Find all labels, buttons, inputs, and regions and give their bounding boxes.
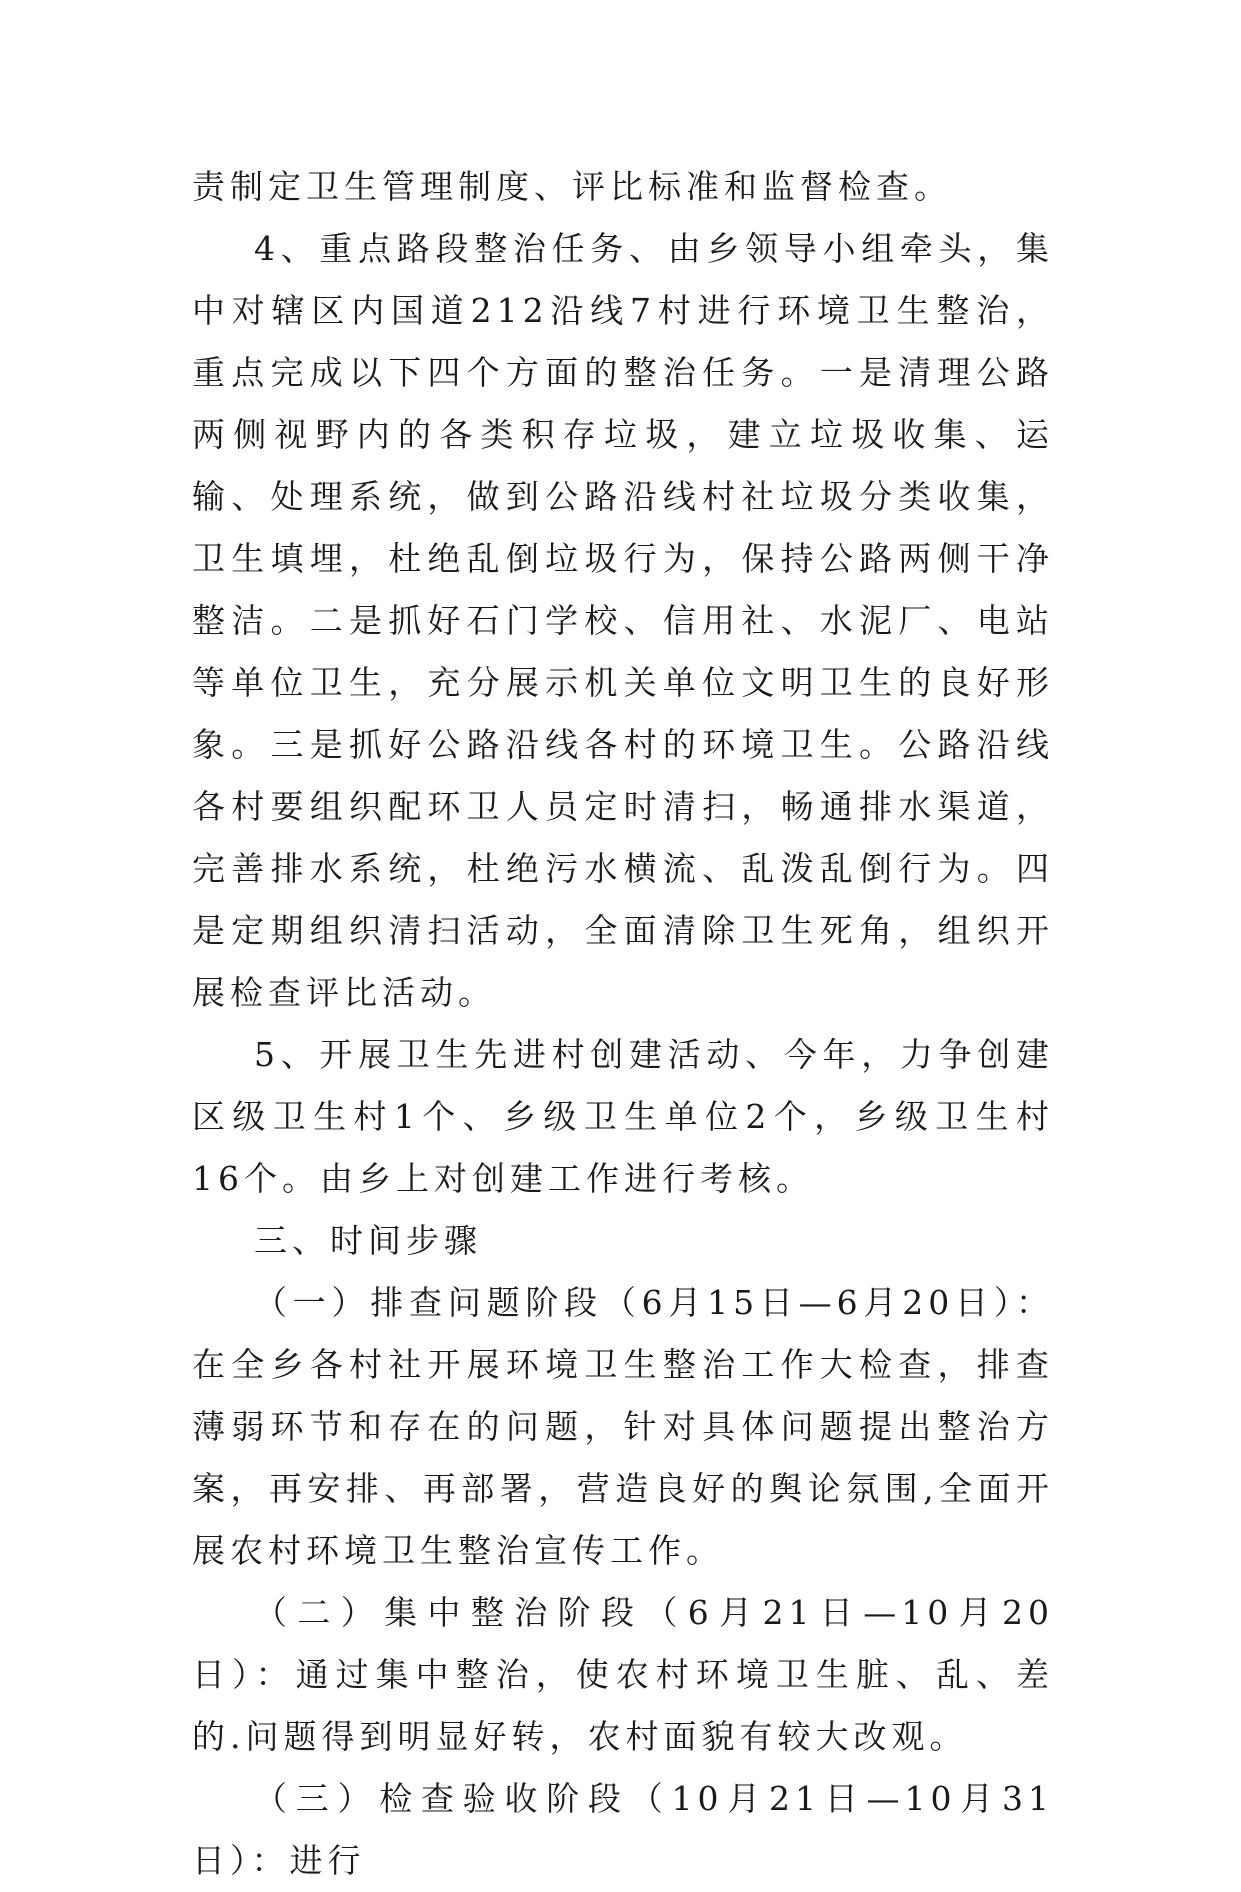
- paragraph-phase-3-inspection: （三）检查验收阶段（10月21日—10月31日）：进行: [192, 1779, 1054, 1880]
- paragraph-item-5-sanitation-village: 5、开展卫生先进村创建活动、今年，力争创建区级卫生村1个、乡级卫生单位2个，乡级卫生村16个。由乡上对创建工作进行考核。: [192, 1035, 1054, 1198]
- section-heading-time-steps: 三、时间步骤: [254, 1221, 482, 1260]
- document-body: [192, 156, 1054, 1892]
- paragraph-item-4-road-rectification: 4、重点路段整治任务、由乡领导小组牵头，集中对辖区内国道212沿线7村进行环境卫生整治，重点完成以下四个方面的整治任务。一是清理公路两侧视野内的各类积存垃圾，建立垃圾收集、运输、处理系统，做到公路沿线村社垃圾分类收集，卫生填埋，杜绝乱倒垃圾行为，保持公路两侧干净整洁。二是抓好石门学校、信用社、水泥厂、电站等单位卫生，充分展示机关单位文明卫生的良好形象。三是抓好公路沿线各村的环境卫生。公路沿线各村要组织配环卫人员定时清扫，畅通排水渠道，完善排水系统，杜绝污水横流、乱泼乱倒行为。四是定期组织清扫活动，全面清除卫生死角，组织开展检查评比活动。: [192, 229, 1054, 1012]
- paragraph-phase-2-rectification: （二）集中整治阶段（6月21日—10月20日）：通过集中整治，使农村环境卫生脏、乱、差的.问题得到明显好转，农村面貌有较大改观。: [192, 1593, 1054, 1756]
- paragraph-phase-1-investigation: （一）排查问题阶段（6月15日—6月20日）：在全乡各村社开展环境卫生整治工作大检查，排查薄弱环节和存在的问题，针对具体问题提出整治方案，再安排、再部署，营造良好的舆论氛围,全面开展农村环境卫生整治宣传工作。: [192, 1283, 1054, 1570]
- paragraph-continuation: 责制定卫生管理制度、评比标准和监督检查。: [192, 167, 952, 206]
